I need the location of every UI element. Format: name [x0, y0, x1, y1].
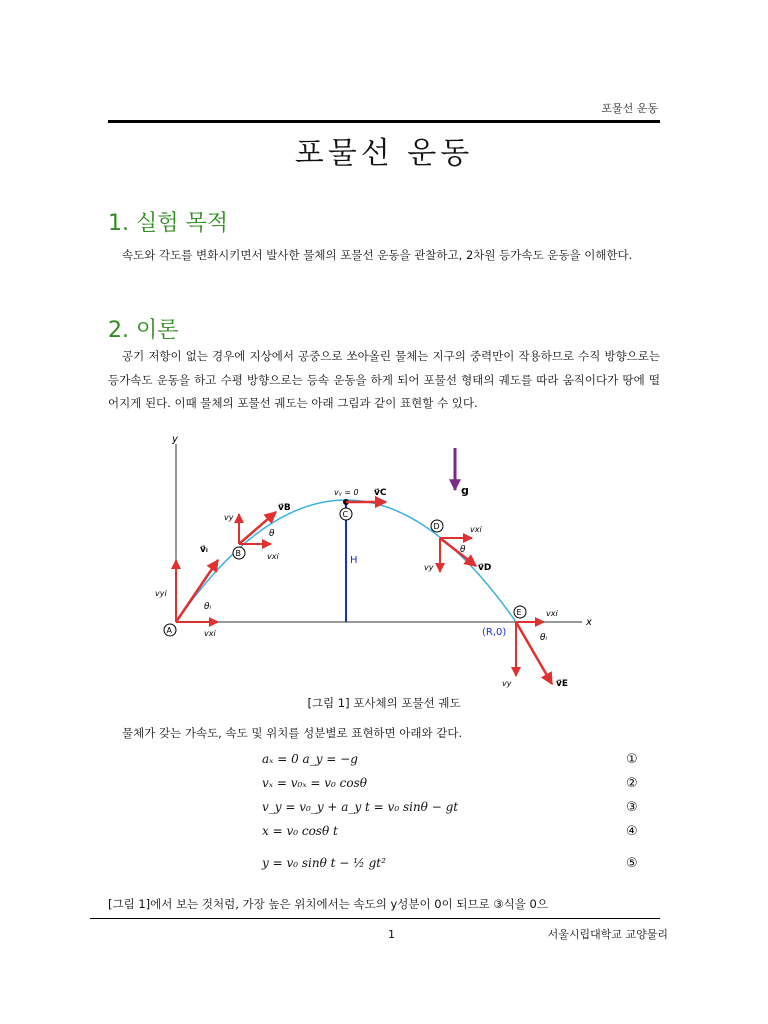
y-axis-label: y — [172, 434, 178, 445]
vyi-label: vyi — [155, 589, 167, 598]
section-2-heading: 2. 이론 — [108, 318, 179, 343]
vy-b-label: vy — [224, 513, 234, 522]
section-2-text — [108, 345, 660, 416]
point-d-label: D — [433, 522, 440, 531]
v-b-arrow — [239, 512, 276, 544]
equation-5 — [262, 848, 662, 892]
section-2-paragraph: 공기 저항이 없는 경우에 지상에서 공중으로 쏘아올린 물체는 지구의 중력만이 작용하므로 수직 방향으로는 등가속도 운동을 하고 수평 방향으로는 등속 운동을 하게 되어 포물선 형태의 궤도를 따라 움직이다가 땅에 떨어지게 된다. 이때 물체의 포물선 궤도는 아래 그림과 같이 표현할 수 있다. — [108, 349, 660, 410]
v-e-arrow — [516, 622, 552, 684]
point-a-label: A — [166, 626, 172, 635]
equation-5-text: y = v₀ sinθ t − ½ gt² — [262, 856, 386, 870]
range-label: (R,0) — [482, 627, 507, 638]
figure-caption: [그림 1] 포사체의 포물선 궤도 — [307, 696, 461, 710]
v-d-label: v⃗D — [478, 563, 492, 573]
section-1-paragraph: 속도와 각도를 변화시키면서 발사한 물체의 포물선 운동을 관찰하고, 2차원 등가속도 운동을 이해한다. — [122, 248, 633, 262]
equation-5-number: ⑤ — [626, 856, 638, 871]
equation-1-number: ① — [626, 752, 638, 767]
vy-zero-label: vᵧ = 0 — [334, 488, 359, 497]
vx-e-label: vxi — [546, 609, 558, 618]
page-number: 1 — [388, 928, 395, 941]
vx-b-label: vxi — [267, 552, 279, 561]
gravity-label: g — [461, 484, 469, 497]
v-d-arrow — [440, 538, 476, 566]
vy-e-label: vy — [502, 679, 512, 688]
equation-2-number: ② — [626, 776, 638, 791]
equation-2-text: vₓ = v₀ₓ = v₀ cosθ — [262, 776, 367, 790]
vi-label: v⃗ᵢ — [200, 545, 208, 555]
point-c-label: C — [342, 510, 349, 519]
page-title: 포물선 운동 — [294, 136, 474, 171]
equation-4 — [262, 824, 662, 848]
continuation-text: [그림 1]에서 보는 것처럼, 가장 높은 위치에서는 속도의 y성분이 0이 되므로 ③식을 0으 — [108, 897, 548, 911]
section-1-heading: 1. 실험 목적 — [108, 211, 228, 236]
point-b-label: B — [235, 549, 241, 558]
equation-1-text: aₓ = 0 a_y = −g — [262, 752, 358, 766]
x-axis-label: x — [586, 617, 592, 628]
equation-1 — [262, 752, 662, 776]
equation-intro — [108, 722, 660, 746]
equation-2 — [262, 776, 662, 800]
theta-b-label: θ — [269, 529, 275, 539]
equation-3-text: v_y = v₀_y + a_y t = v₀ sinθ − gt — [262, 800, 459, 814]
theta-d-label: θ — [460, 545, 466, 555]
theta-e-label: θᵢ — [540, 633, 548, 643]
equation-4-number: ④ — [626, 824, 638, 839]
v-e-label: v⃗E — [556, 679, 569, 689]
vx-d-label: vxi — [470, 525, 482, 534]
v-b-label: v⃗B — [278, 503, 291, 513]
vxi-label: vxi — [204, 629, 216, 638]
v-c-label: v⃗C — [374, 488, 387, 498]
height-label: H — [350, 555, 358, 566]
equation-intro-text: 물체가 갖는 가속도, 속도 및 위치를 성분별로 표현하면 아래와 같다. — [122, 726, 463, 740]
equation-list — [262, 752, 662, 892]
point-e-label: E — [516, 608, 522, 617]
equation-3-number: ③ — [626, 800, 638, 815]
theta-i-label: θᵢ — [204, 602, 212, 612]
equation-3 — [262, 800, 662, 824]
projectile-figure — [152, 432, 600, 692]
header-rule — [108, 120, 660, 123]
section-1-text — [108, 244, 660, 268]
vy-d-label: vy — [424, 563, 434, 572]
footer-rule — [90, 918, 660, 919]
footer-org: 서울시립대학교 교양물리 — [547, 928, 668, 941]
running-header: 포물선 운동 — [601, 102, 658, 115]
vi-arrow — [176, 560, 218, 622]
equation-4-text: x = v₀ cosθ t — [262, 824, 338, 838]
